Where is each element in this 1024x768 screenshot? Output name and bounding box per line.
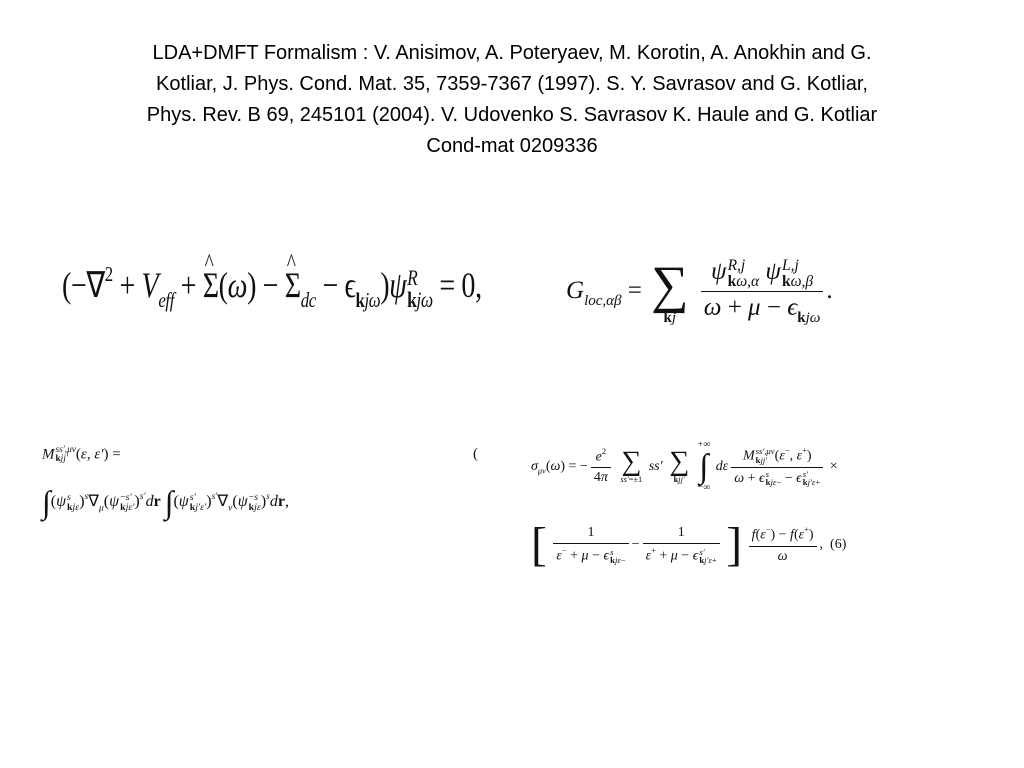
title-line: Cond-mat 0209336 xyxy=(426,135,598,157)
conductivity-equation-line1: $\sigma_{\mu\nu}(\omega)$ = − $\frac{e^2}{4\pi}$ ∑ ss′=±1 ss′ ∑ kjj′ +∞ ∫ −∞ dε M ss′,μν kjj′ (ε−, ε+) ω + ϵ s kjε− − ϵ s′ kj′ε+ × xyxy=(531,439,838,494)
matrix-element-lhs: M ss′,μν kjj′ (ε, ε′) = xyxy=(42,445,121,465)
equation-number: (6) xyxy=(830,537,847,553)
title-line: Kotliar, J. Phys. Cond. Mat. 35, 7359-7367 (1997). S. Y. Savrasov and G. Kotliar, xyxy=(156,73,868,95)
matrix-element-rhs: ∫(ψ s kjε )$^s\nabla_\mu(\psi$ −s′ kjε′ )$^{s'}$dr ∫(ψ s′ kj′ε′ )$^{s'}\nabla_\nu(\psi$ −s kjε )$^s$dr, xyxy=(42,484,289,520)
title-line: Phys. Rev. B 69, 245101 (2004). V. Udovenko S. Savrasov K. Haule and G. Kotliar xyxy=(146,104,878,126)
title-line: LDA+DMFT Formalism : V. Anisimov, A. Poteryaev, M. Korotin, A. Anokhin and G. xyxy=(152,42,872,64)
local-green-function-equation: $G_{loc,\alpha\beta}$ = ∑ kj ψ R,j kω,α ψ L,j kω,β $\omega + \mu - \epsilon_{kj\omega}$ . xyxy=(566,255,833,327)
equation-paren: ( xyxy=(473,446,478,462)
conductivity-equation-line2: [ 1 ε− + μ − ϵ s kjε− − 1 ε+ + μ − ϵ s′ kj′ε+ ] $\frac{f(\varepsilon^-) - f(\varepsilon^+)}{\omega}$ , (6) xyxy=(531,519,847,571)
kohn-sham-equation: ($-\nabla^2 + V_{eff}$ + ^ Σ(ω) − ^ $\Sigma_{dc} - \epsilon_{kj\omega})\psi$ R kjω = 0, xyxy=(62,262,482,313)
slide-title xyxy=(28,38,996,162)
